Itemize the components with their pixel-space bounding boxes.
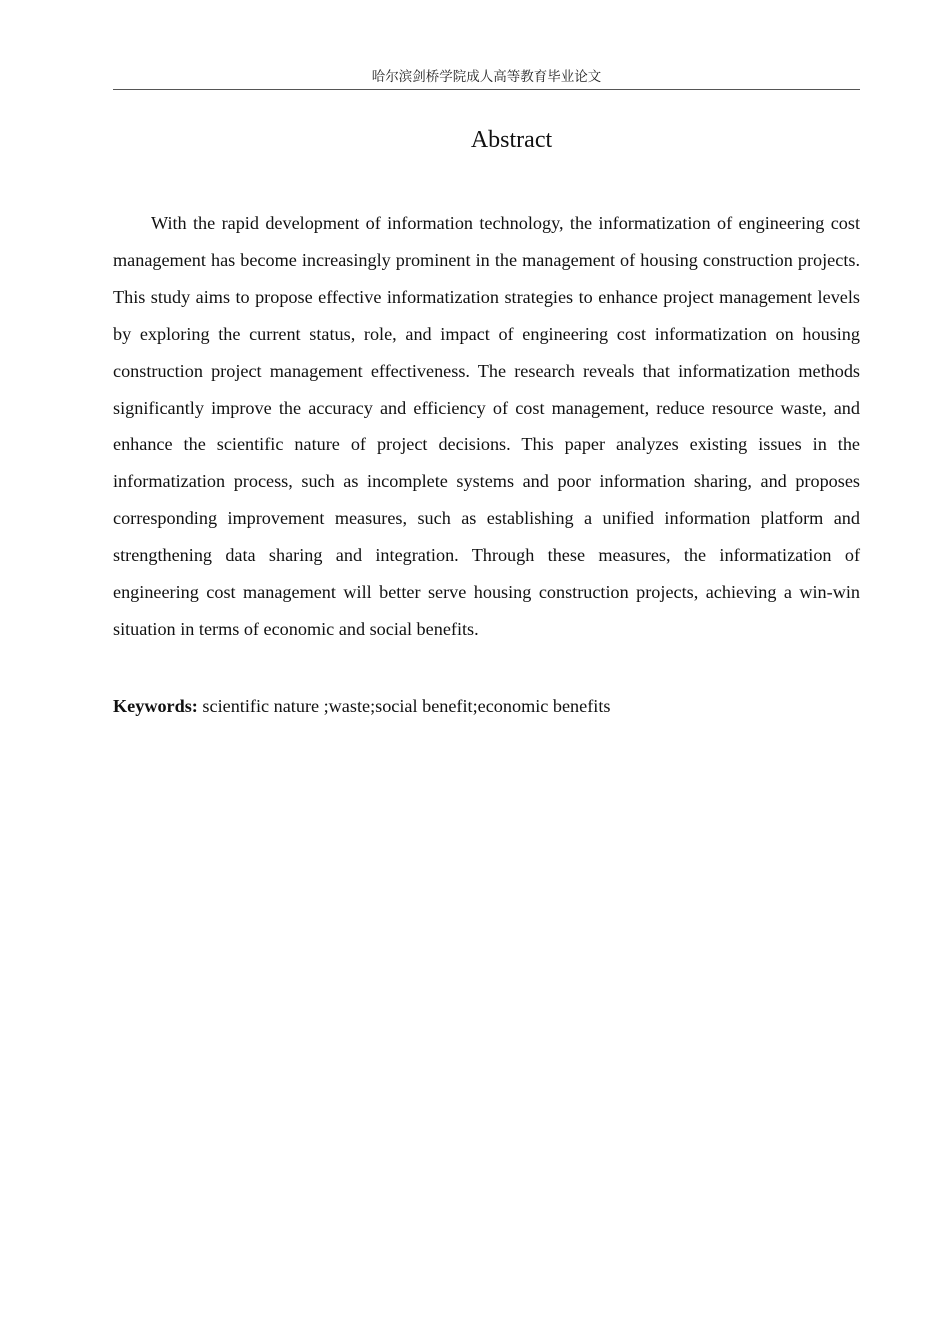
running-header: 哈尔滨剑桥学院成人高等教育毕业论文	[371, 69, 602, 85]
abstract-paragraph: With the rapid development of information technology, the informatization of engineering cost management has become increasingly prominent in the management of housing construction projects. This study aims to propose effective informatization strategies to enhance project management levels by exploring the current status, role, and impact of engineering cost informatization on housing construction project management effectiveness. The research reveals that informatization methods significantly improve the accuracy and efficiency of cost management, reduce resource waste, and enhance the scientific nature of project decisions. This paper analyzes existing issues in the informatization process, such as incomplete systems and poor information sharing, and proposes corresponding improvement measures, such as establishing a unified information platform and strengthening data sharing and integration. Through these measures, the informatization of engineering cost management will better serve housing construction projects, achieving a win-win situation in terms of economic and social benefits.	[113, 213, 860, 639]
keywords-label: Keywords:	[113, 696, 198, 716]
header-divider	[113, 89, 860, 90]
abstract-title: Abstract	[470, 127, 553, 153]
keywords-line	[113, 690, 860, 722]
keywords-value: scientific nature ;waste;social benefit;economic benefits	[202, 696, 611, 716]
